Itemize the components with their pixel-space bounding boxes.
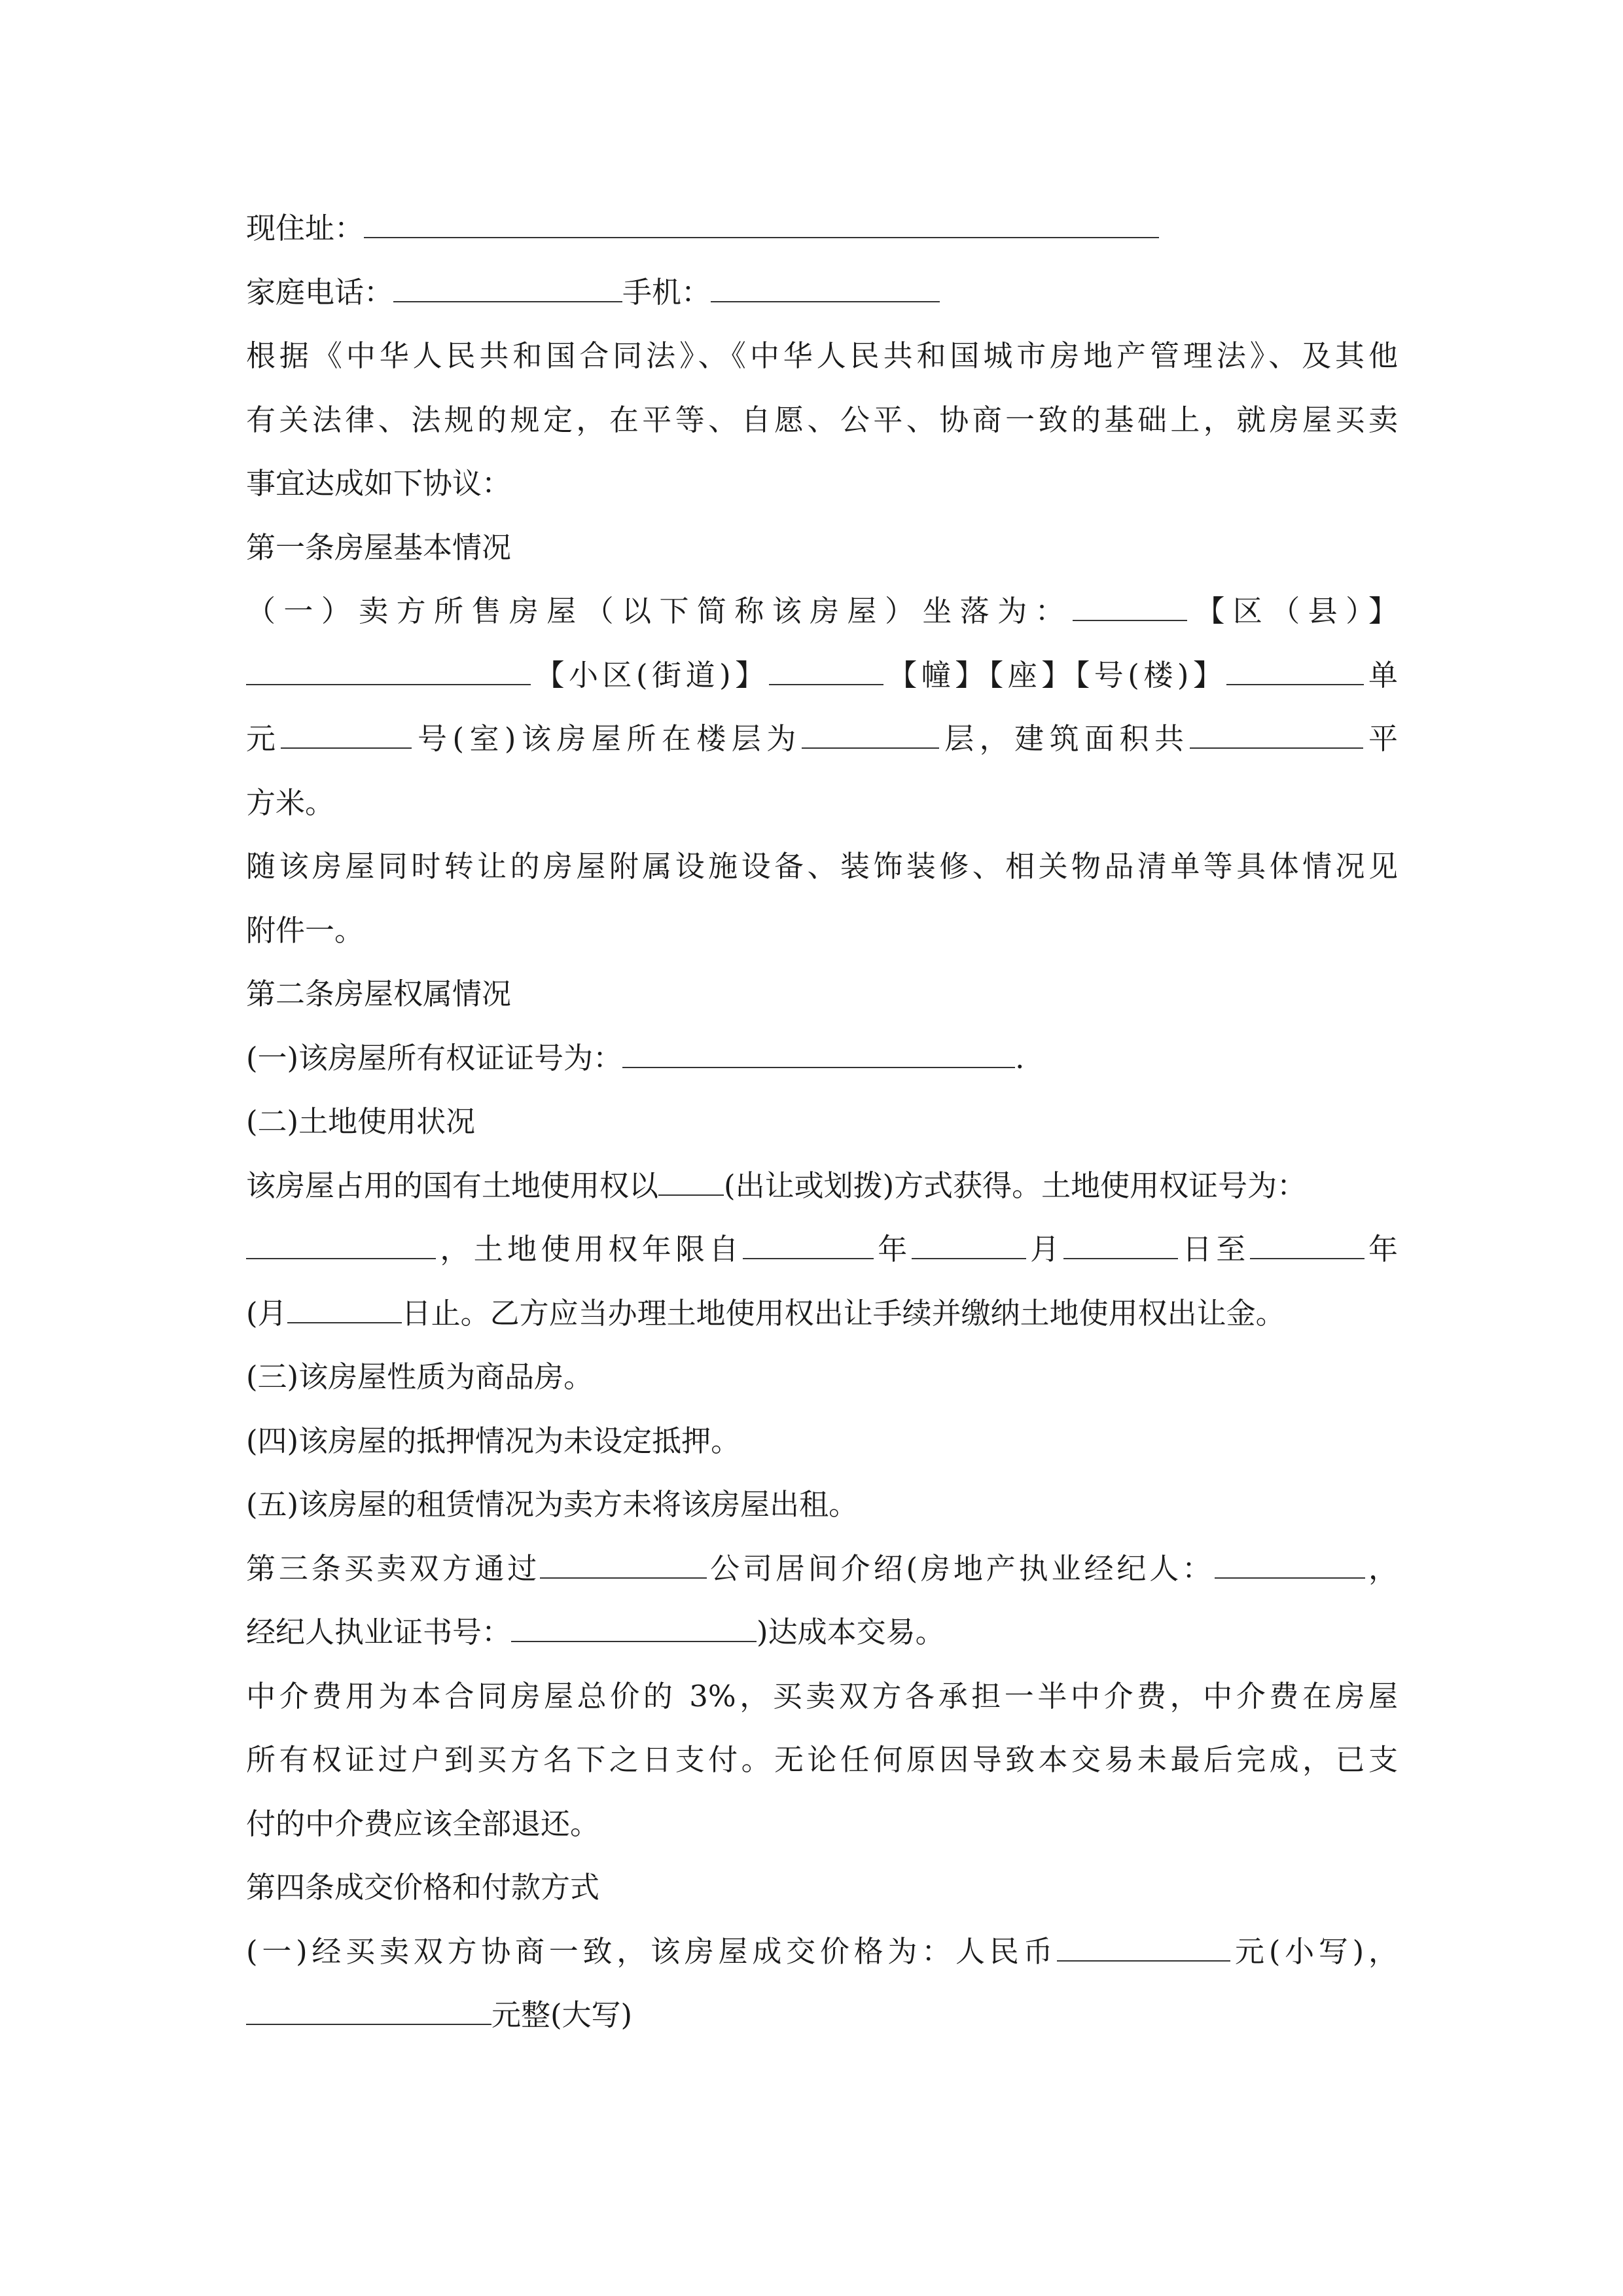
location-label: （一）卖方所售房屋（以下简称该房屋）坐落为： [246,594,1073,628]
term-end-year-label: 年 [1364,1232,1398,1266]
term-start-month-blank [912,1227,1026,1259]
address-label: 现住址： [246,211,365,245]
property-nature-line: (三)该房屋性质为商品房。 [246,1359,594,1394]
term-start-day-label: 日至 [1178,1232,1250,1266]
agent-cert-blank [511,1610,757,1642]
price-line-2 [246,1983,1398,2047]
ownership-cert-blank [622,1035,1015,1067]
term-start-month-label: 月 [1026,1232,1064,1266]
agent-comma: ， [1365,1551,1398,1586]
price-label: (一)经买卖双方协商一致，该房屋成交价格为：人民币 [246,1933,1058,1969]
area-blank [1190,717,1363,749]
room-blank [281,717,412,749]
home-phone-blank [393,270,622,302]
preamble-line-2: 有关法律、法规的规定，在平等、自愿、公平、协商一致的基础上，就房屋买卖 [246,402,1398,437]
ownership-cert-line [246,1026,1398,1090]
agent-cert-end: )达成本交易。 [757,1615,945,1649]
price-figures-blank [1057,1929,1230,1961]
land-use-cert-label: (出让或划拨)方式获得。土地使用权证号为： [724,1168,1307,1203]
article-3-line-2 [246,1600,1398,1664]
term-end-day-blank [287,1291,402,1323]
article-1-location-line-1 [246,579,1398,643]
area-unit-start: 平 [1363,721,1398,756]
article-1-attachment-line-2: 附件一。 [246,912,365,948]
mobile-blank [711,270,940,302]
land-use-acquire-label: 该房屋占用的国有土地使用权以 [246,1168,659,1203]
term-start-day-blank [1063,1227,1178,1259]
preamble-line-3: 事宜达成如下协议： [246,466,512,501]
contract-body [246,196,1398,2047]
community-label: 【小区(街道)】 [531,657,769,692]
price-figures-unit: 元(小写)， [1230,1933,1398,1969]
article-1-attachment-line-1: 随该房屋同时转让的房屋附属设施设备、装饰装修、相关物品清单等具体情况见 [246,849,1398,884]
building-blank [769,653,883,685]
term-end-year-blank [1250,1227,1364,1259]
article-3-line-1 [246,1537,1398,1601]
community-blank [246,653,531,685]
article-1-title: 第一条房屋基本情况 [246,529,512,565]
area-label: 层，建筑面积共 [938,721,1190,756]
price-line-1 [246,1920,1398,1984]
land-use-method-blank [658,1163,724,1195]
mobile-label: 手机： [622,274,711,310]
ownership-cert-label: (一)该房屋所有权证证号为： [246,1040,623,1075]
article-1-location-line-2 [246,643,1398,708]
term-end-month-label: (月 [246,1295,287,1331]
article-1-location-line-3 [246,707,1398,771]
agent-label: 公司居间介绍(房地产执业经纪人： [707,1551,1215,1586]
unit-label-start: 单 [1364,657,1398,692]
address-line [246,196,1398,260]
district-label: 【区（县）】 [1187,594,1398,628]
term-start-year-blank [743,1227,874,1259]
lease-line: (五)该房屋的租赁情况为卖方未将该房屋出租。 [246,1487,859,1522]
term-start-year-label: 年 [873,1232,912,1266]
article-1-location-line-4: 方米。 [246,785,335,820]
phone-line [246,260,1398,325]
building-label: 【幢】【座】【号(楼)】 [883,657,1227,692]
unit-blank [1226,653,1364,685]
land-use-line-1 [246,1154,1398,1218]
commission-line-1: 中介费用为本合同房屋总价的 3%，买卖双方各承担一半中介费，中介费在房屋 [246,1678,1398,1713]
preamble-line-1: 根据《中华人民共和国合同法》、《中华人民共和国城市房地产管理法》、及其他 [246,338,1398,373]
district-blank [1073,589,1187,621]
article-4-title: 第四条成交价格和付款方式 [246,1870,600,1905]
land-use-line-2 [246,1217,1398,1282]
price-words-blank [246,1993,491,2025]
land-use-line-3 [246,1282,1398,1346]
land-cert-number-blank [246,1227,436,1259]
land-use-heading: (二)土地使用状况 [246,1104,476,1139]
article-2-title: 第二条房屋权属情况 [246,977,512,1011]
ownership-cert-period: . [1015,1040,1025,1075]
agent-cert-label: 经纪人执业证书号： [246,1615,512,1649]
price-words-unit: 元整(大写) [491,1998,633,2032]
address-blank [364,206,1159,238]
mortgage-line: (四)该房屋的抵押情况为未设定抵押。 [246,1423,741,1458]
commission-line-3: 付的中介费应该全部退还。 [246,1806,600,1841]
article-3-intro: 第三条买卖双方通过 [246,1551,541,1586]
agency-company-blank [540,1546,707,1578]
land-transfer-fee-text: 日止。乙方应当办理土地使用权出让手续并缴纳土地使用权出让金。 [401,1295,1285,1331]
floor-blank [802,717,939,749]
agent-name-blank [1215,1546,1365,1578]
land-term-label: ，土地使用权年限自 [436,1232,743,1266]
floor-label: 号(室)该房屋所在楼层为 [412,721,802,756]
unit-label-end: 元 [246,721,281,756]
home-phone-label: 家庭电话： [246,274,394,310]
commission-line-2: 所有权证过户到买方名下之日支付。无论任何原因导致本交易未最后完成，已支 [246,1742,1398,1777]
